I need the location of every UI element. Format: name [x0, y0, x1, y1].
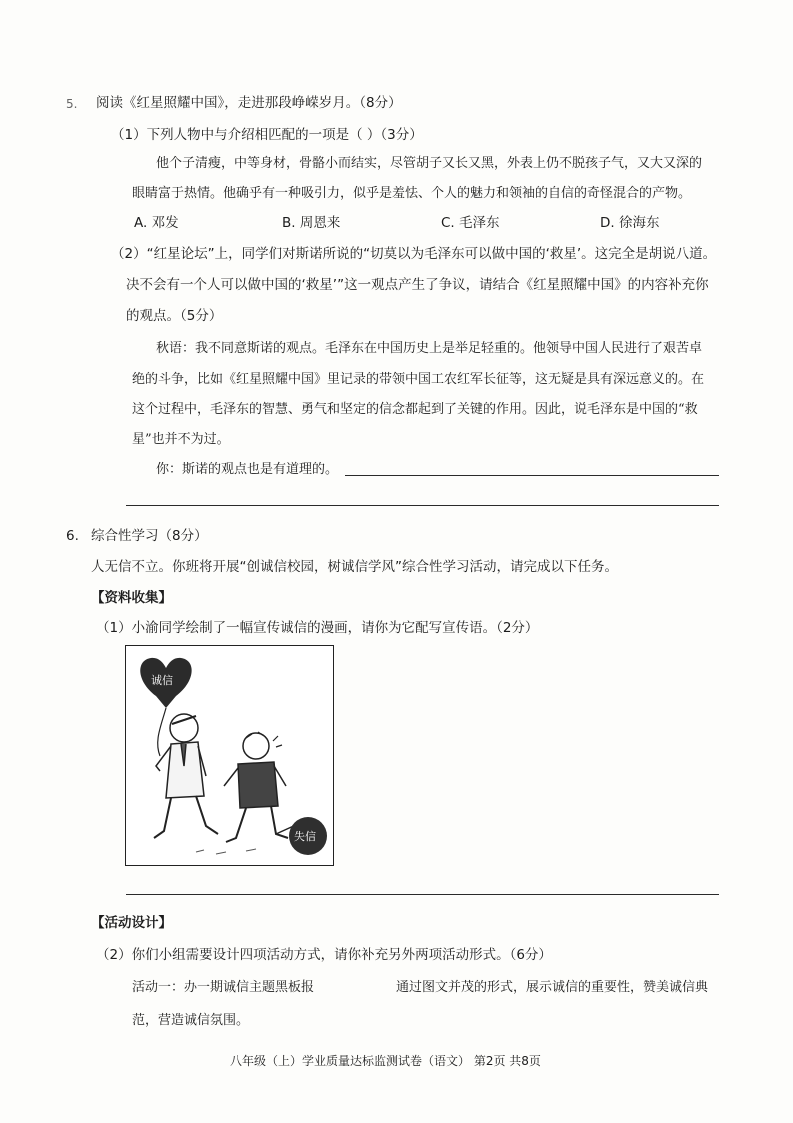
- honesty-cartoon: [125, 645, 334, 866]
- q5-passage-line-2: 眼睛富于热情。他确乎有一种吸引力，似乎是羞怯、个人的魅力和领袖的自信的奇怪混合的产物。: [132, 186, 692, 201]
- q5-option-b: B. 周恩来: [282, 215, 341, 231]
- q5-title: 阅读《红星照耀中国》，走进那段峥嵘岁月。（8分）: [96, 95, 402, 111]
- stressed-man-legs: [226, 806, 288, 842]
- q5-sub2-prompt-line-2: 决不会有一个人可以做中国的‘救星’”这一观点产生了争议，请结合《红星照耀中国》的内容补充你: [126, 277, 709, 293]
- q6-sub2-prompt: （2）你们小组需要设计四项活动方式，请你补充另外两项活动形式。（6分）: [96, 947, 552, 963]
- activity1-desc: 通过图文并茂的形式，展示诚信的重要性，赞美诚信典: [396, 980, 709, 995]
- man-legs: [154, 796, 218, 838]
- slogan-answer-line[interactable]: [126, 894, 719, 895]
- qiuyu-line-2: 绝的斗争，比如《红星照耀中国》里记录的带领中国工农红军长征等，这无疑是具有深远意义的。在: [132, 372, 705, 387]
- q5-option-a: A. 邓发: [134, 215, 179, 231]
- balloon-string: [158, 708, 166, 756]
- q5-number: 5.: [66, 97, 78, 111]
- qiuyu-line-3: 这个过程中，毛泽东的智慧、勇气和坚定的信念都起到了关键的作用。因此，说毛泽东是中国的“救: [132, 402, 698, 417]
- q5-option-c: C. 毛泽东: [441, 215, 500, 231]
- answer-line-1[interactable]: [345, 475, 719, 476]
- q6-number: 6.: [66, 528, 79, 544]
- q5-sub1-prompt: （1）下列人物中与介绍相匹配的一项是（ ）（3分）: [111, 127, 423, 143]
- answer-line-2[interactable]: [126, 505, 719, 506]
- you-answer-prefix: 你：斯诺的观点也是有道理的。: [156, 462, 339, 477]
- section-activity-design: 【活动设计】: [91, 915, 172, 931]
- activity1-desc-2: 范，营造诚信氛围。: [132, 1013, 250, 1028]
- q6-sub1-prompt: （1）小渝同学绘制了一幅宣传诚信的漫画，请你为它配写宣传语。（2分）: [96, 620, 539, 636]
- cartoon-illustration: [126, 646, 332, 864]
- page-footer: 八年级（上）学业质量达标监测试卷（语文） 第2页 共8页: [230, 1054, 541, 1068]
- qiuyu-line-1: 秋语：我不同意斯诺的观点。毛泽东在中国历史上是举足轻重的。他领导中国人民进行了艰苦卓: [156, 341, 703, 356]
- ball-label: 失信: [294, 830, 316, 843]
- section-data-collection: 【资料收集】: [91, 590, 172, 606]
- q6-title: 综合性学习（8分）: [91, 528, 208, 544]
- qiuyu-line-4: 星”也并不为过。: [132, 432, 230, 447]
- q5-sub2-prompt-line-1: （2）“红星论坛”上，同学们对斯诺所说的“切莫以为毛泽东可以做中国的‘救星’。这完全是胡说八道。: [111, 246, 717, 262]
- man-head: [170, 714, 198, 742]
- q5-sub2-prompt-line-3: 的观点。（5分）: [126, 308, 223, 324]
- q5-option-d: D. 徐海东: [600, 215, 660, 231]
- stressed-man-body: [238, 762, 278, 808]
- q5-passage-line-1: 他个子清瘦，中等身材，骨骼小而结实，尽管胡子又长又黑，外表上仍不脱孩子气，又大又深的: [156, 156, 703, 171]
- activity1-label: 活动一：办一期诚信主题黑板报: [132, 980, 315, 995]
- q6-intro: 人无信不立。你班将开展“创诚信校园，树诚信学风”综合性学习活动，请完成以下任务。: [91, 559, 618, 575]
- balloon-label: 诚信: [151, 674, 173, 687]
- ground-marks: [196, 849, 256, 854]
